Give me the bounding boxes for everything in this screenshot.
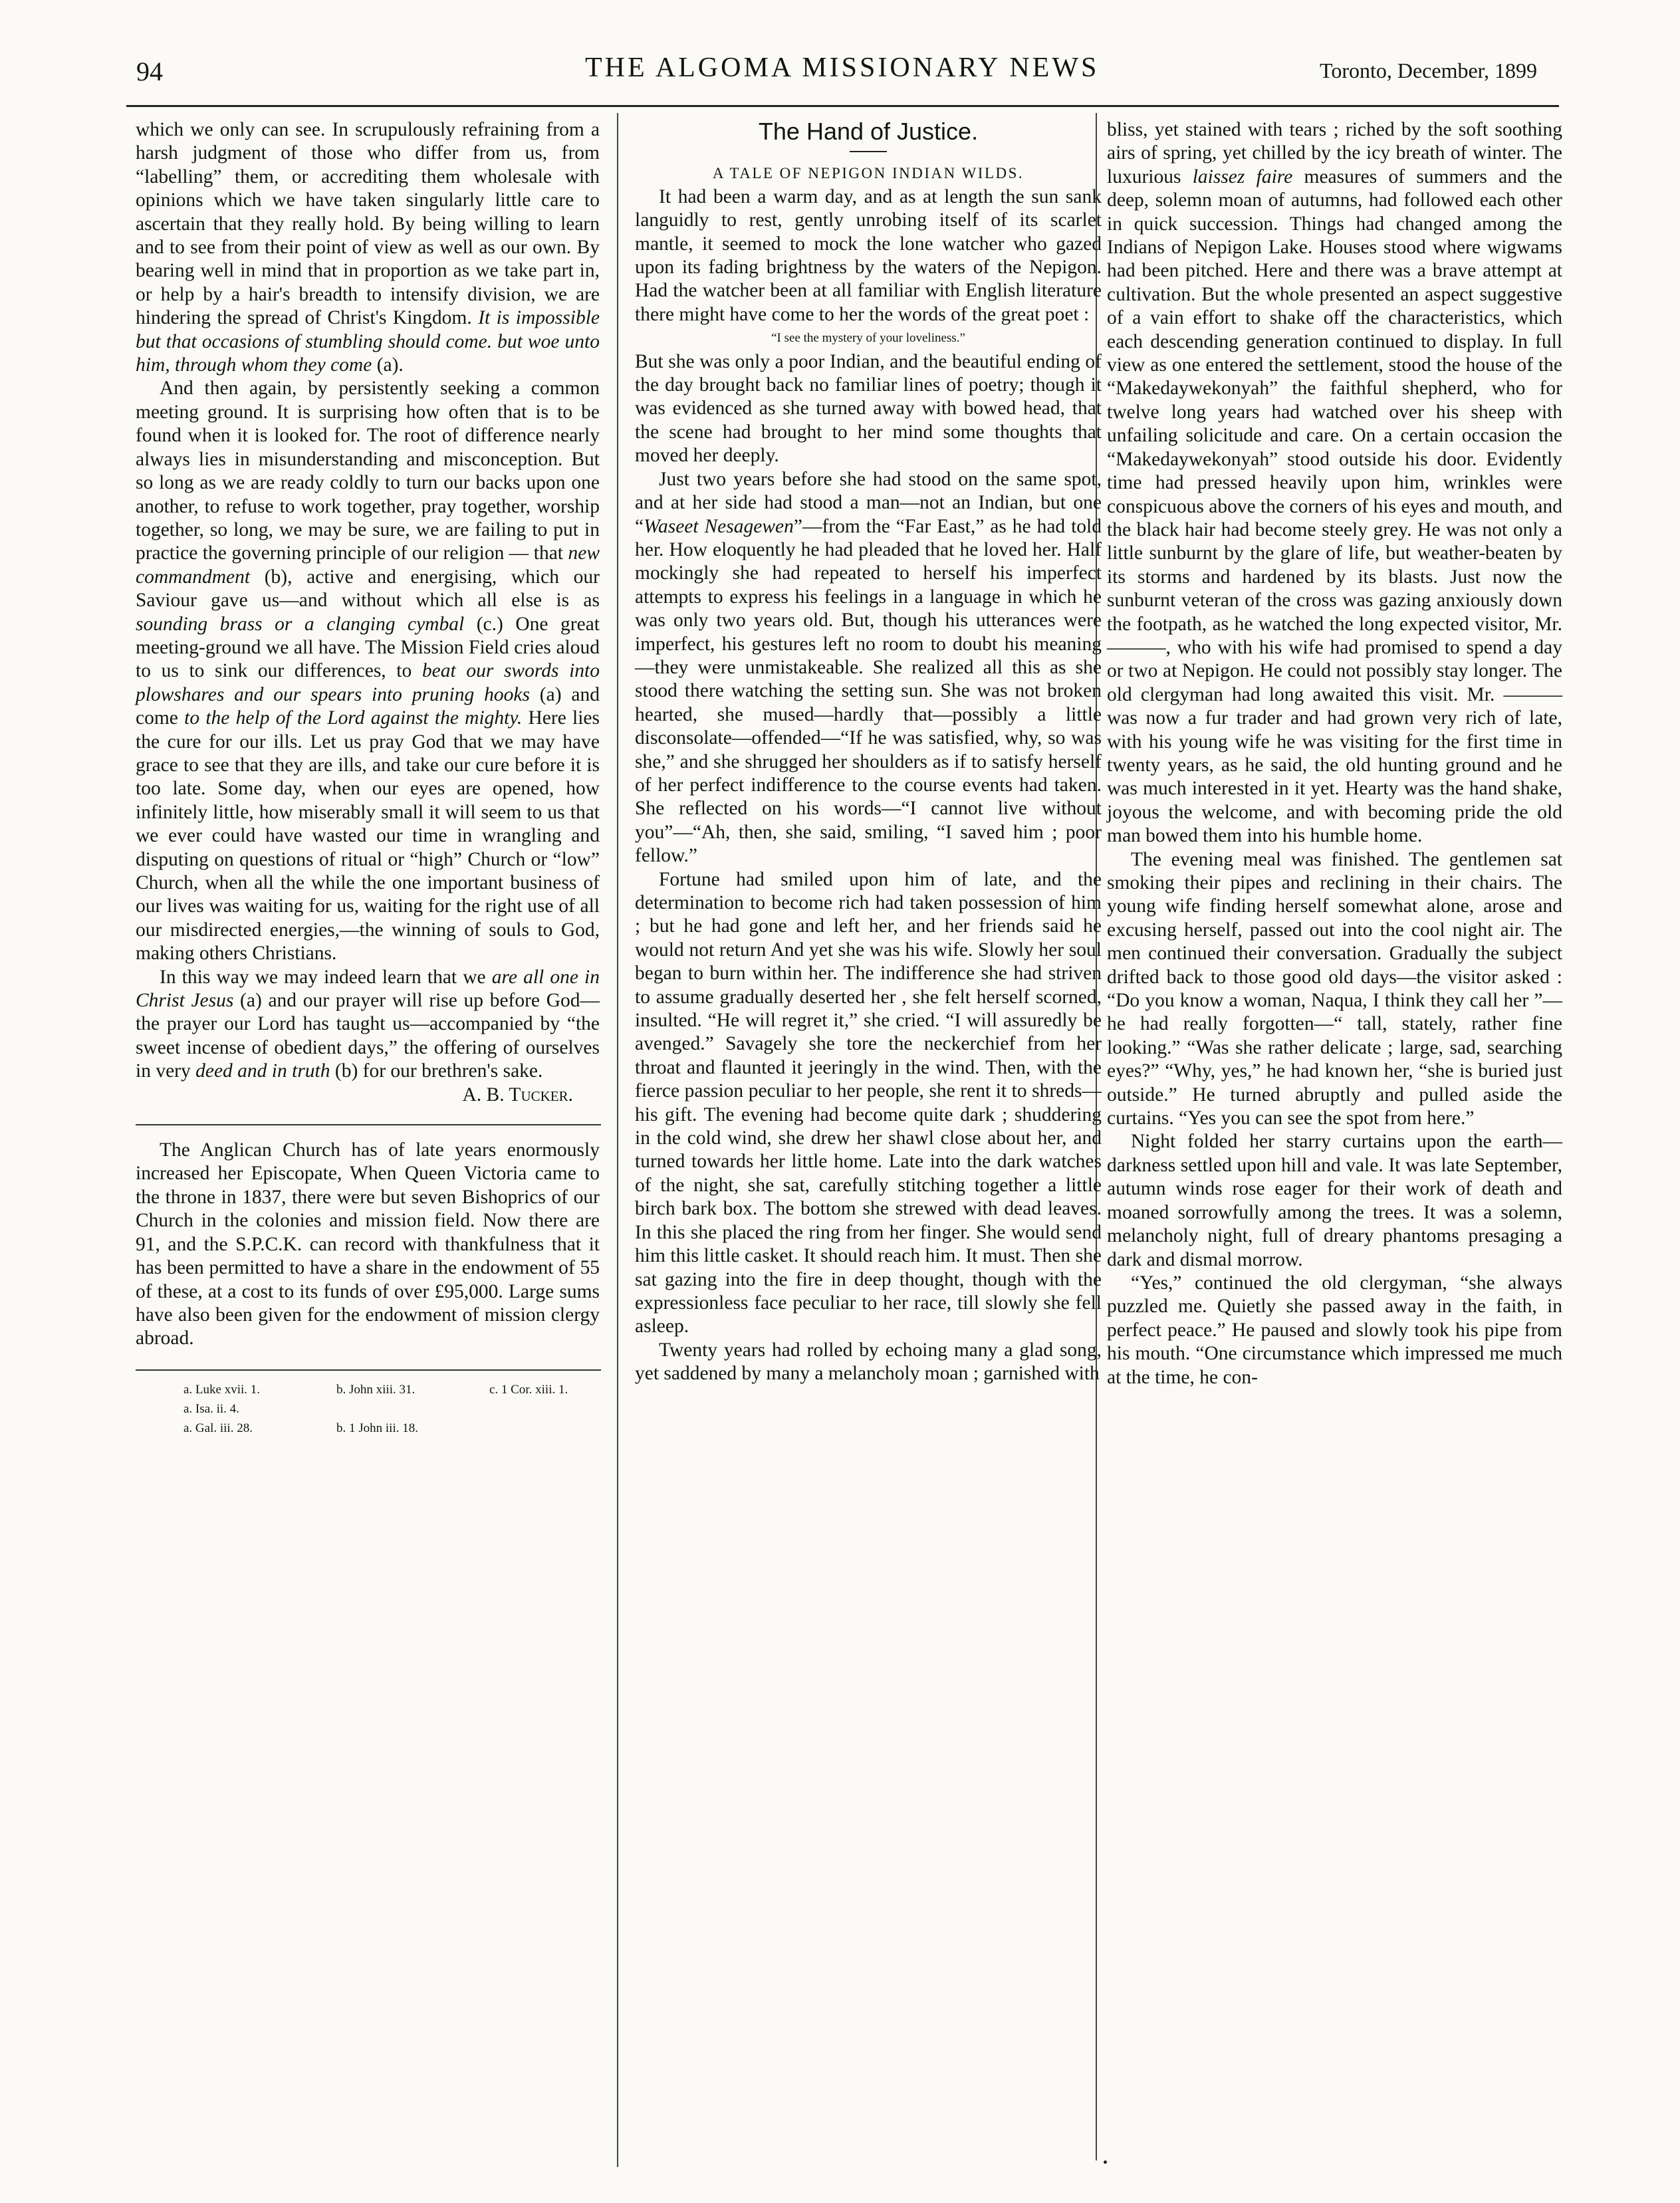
col3-paragraph-3: Night folded her starry curtains upon the earth—darkness settled upon hill and vale. It was late September, autumn winds rose eager for their work of death and moaned sorrowfully among the trees. It was a solemn, melancholy night, full of dreary phantoms presaging a dark and dismal morrow.: [1107, 1131, 1562, 1270]
footnotes: [136, 1380, 600, 1438]
column-2: [635, 118, 1102, 1386]
story-title: The Hand of Justice.: [758, 118, 979, 145]
header-rule: [126, 105, 1559, 107]
page-number: 94: [136, 57, 163, 86]
footnote-line: a. Gal. iii. 28. b. 1 John iii. 18.: [183, 1421, 418, 1435]
print-speck: [1104, 2160, 1107, 2164]
col2-paragraph-1: It had been a warm day, and as at length the sun sank languidly to rest, gently unrobing itself of its scarlet mantle, it seemed to mock the lone watcher who gazed upon its fading brightness by the waters of the Nepigon. Had the watcher been at all familiar with English literature there might have come to her the words of the great poet :: [635, 185, 1102, 325]
col2-paragraph-3: Just two years before she had stood on the same spot, and at her side had stood a man—not an Indian, but one “Waseet Nesagewen”—from the “Far East,” as he had told her. How eloquently he had pleaded that he loved her. Half mockingly she had repeated to herself his imperfect attempts to express his feelings in a language in which he was only two years old. But, though his utterances were imperfect, his gestures left no room to doubt his meaning—they were unmistakeable. She realized all this as she stood there watching the setting sun. She was not broken hearted, she mused—hardly that—possibly a little disconsolate—offended—“If he was satisfied, why, so was she,” and she shrugged her shoulders as if to satisfy herself of her perfect indifference to the course events had taken. She reflected on his words—“I cannot live without you”—“Ah, then, she said, smiling, “I saved him ; poor fellow.”: [635, 468, 1102, 867]
footnote-line: a. Isa. ii. 4.: [183, 1401, 239, 1416]
col1-paragraph-4: The Anglican Church has of late years enormously increased her Episcopate, When Queen Victoria came to the throne in 1837, there were but seven Bishoprics of our Church in the colonies and mission field. Now there are 91, and the S.P.C.K. can record with thankfulness that it has been permitted to have a share in the endowment of 55 of these, at a cost to its funds of over £95,000. Large sums have also been given for the endowment of mission clergy abroad.: [136, 1139, 600, 1349]
title-rule: [850, 151, 887, 152]
column-1: [136, 118, 600, 1438]
column-3: [1107, 118, 1562, 1389]
col3-paragraph-1: bliss, yet stained with tears ; riched by the soft soothing airs of spring, yet chilled by the icy breath of winter. The luxurious laissez faire measures of summers and the deep, solemn moan of autumns, had followed each other in quick succession. Things had changed among the Indians of Nepigon Lake. Houses stood where wigwams had been pitched. Here and there was a brave attempt at cultivation. But the whole presented an aspect suggestive of a vain effort to shake off the characteristics, which each descending generation continued to display. In full view as one entered the settlement, stood the house of the “Makedaywekonyah” the faithful shepherd, who for twelve long years had watched over his sheep with unfailing solicitude and care. On a certain occasion the “Makedaywekonyah” stood outside his door. Evidently time had pressed heavily upon him, wrinkles were conspicuous above the corners of his eyes and mouth, and the black hair had become steely grey. He was not only a little sunburnt by the glare of life, but weather-beaten by its storms and hardened by its blasts. Just now the sunburnt veteran of the cross was gazing anxiously down the footpath, as he watched the long expected visitor, Mr. ———, who with his wife had promised to spend a day or two at Nepigon. He could not possibly stay longer. The old clergyman had long awaited this visit. Mr. ——— was now a fur trader and had grown very rich of late, with his young wife he was visiting for the first time in twenty years, as he said, the old hunting ground and he was much interested in it yet. Hearty was the hand shake, joyous the welcome, and with becoming pride the old man bowed them into his humble home.: [1107, 119, 1562, 847]
column-divider-1: [617, 113, 618, 2167]
col3-paragraph-4: “Yes,” continued the old clergyman, “she always puzzled me. Quietly she passed away in the faith, in perfect peace.” He paused and slowly took his pipe from his mouth. “One circumstance which impressed me much at the time, he con-: [1107, 1272, 1562, 1388]
article-separator: [136, 1124, 601, 1125]
col1-paragraph-1: which we only can see. In scrupulously refraining from a harsh judgment of those who differ from us, from “labelling” them, or accrediting them wholesale with opinions which we have taken singularly little care to ascertain that they really hold. By being willing to learn and to see from their point of view as well as our own. By bearing well in mind that in proportion as we take part in, or help by a hair's breadth to intensify division, we are hindering the spread of Christ's Kingdom. It is impossible but that occasions of stumbling should come. but woe unto him, through whom they come (a).: [136, 119, 600, 376]
col1-paragraph-3: In this way we may indeed learn that we are all one in Christ Jesus (a) and our prayer will rise up before God—the prayer our Lord has taught us—accompanied by “the sweet incense of obedient days,” the offering of ourselves in very deed and in truth (b) for our brethren's sake.: [136, 966, 600, 1082]
col1-paragraph-2: And then again, by persistently seeking a common meeting ground. It is surprising how often that is to be found when it is looked for. The root of difference nearly always lies in misunderstanding and misconception. But so long as we are ready coldly to turn our backs upon one another, to refuse to work together, pray together, worship together, so long, we may be sure, we are failing to put in practice the governing principle of our religion — that new commandment (b), active and energising, which our Saviour gave us—and without which all else is as sounding brass or a clanging cymbal (c.) One great meeting-ground we all have. The Mission Field cries aloud to us to sink our differences, to beat our swords into plowshares and our spears into pruning hooks (a) and come to the help of the Lord against the mighty. Here lies the cure for our ills. Let us pray God that we may have grace to see that they are ills, and take our cure before it is too late. Some day, when our eyes are opened, how infinitely little, how miserably small it will seem to us that we ever could have wasted our time in wrangling and disputing on questions of ritual or “high” Church or “low” Church, when all the while the one important business of our lives was waiting for us, waiting for the right use of all our misdirected energies,—the winning of souls to God, making others Christians.: [136, 378, 600, 965]
col2-paragraph-2: But she was only a poor Indian, and the beautiful ending of the day brought back no familiar lines of poetry; though it was evidenced as she turned away with bowed head, that the scene had brought to her mind some thoughts that moved her deeply.: [635, 350, 1102, 467]
footnote-rule: [136, 1369, 601, 1371]
masthead: THE ALGOMA MISSIONARY NEWS: [585, 53, 1100, 83]
col2-paragraph-5: Twenty years had rolled by echoing many a glad song, yet saddened by many a melancholy moan ; garnished with: [635, 1339, 1102, 1385]
footnote-line: a. Luke xvii. 1. b. John xiii. 31. c. 1 Cor. xiii. 1.: [183, 1382, 568, 1397]
dateline: Toronto, December, 1899: [1320, 58, 1538, 82]
col2-paragraph-4: Fortune had smiled upon him of late, and the determination to become rich had taken possession of him ; but he had gone and left her, and her friends said he would not return And yet she was his wife. Slowly her soul began to burn within her. The indifference she had striven to assume gradually deserted her , she felt herself scorned, insulted. “He will regret it,” she cried. “I will assuredly be avenged.” Savagely she tore the neckerchief from her throat and flaunted it jeeringly in the wind. Then, with the fierce passion peculiar to her people, she rent it to shreds—his gift. The evening had become quite dark ; shuddering in the cold wind, she drew her shawl close about her, and turned towards her little home. Late into the dark watches of the night, she sat, carefully stitching together a little birch bark box. The bottom she strewed with dead leaves. In this she placed the ring from her finger. She would send him this little casket. It should reach him. It must. Then she sat gazing into the fire in deep thought, though with the expressionless face peculiar to her race, till slowly she fell asleep.: [635, 868, 1102, 1337]
col3-paragraph-2: The evening meal was finished. The gentlemen sat smoking their pipes and reclining in their chairs. The young wife finding herself somewhat alone, arose and excusing herself, passed out into the cool night air. The men continued their conversation. Gradually the subject drifted back to those good old days—the visitor asked : “Do you know a woman, Naqua, I think they call her ”—he had really forgotten—“ tall, stately, rather fine looking.” “Was she rather delicate ; large, sad, searching eyes?” “Why, yes,” he had known her, “she is buried just outside.” He turned abruptly and pulled aside the curtains. “Yes you can see the spot from here.”: [1107, 848, 1562, 1129]
story-subtitle: A TALE OF NEPIGON INDIAN WILDS.: [712, 165, 1024, 182]
author-signature: A. B. Tucker.: [462, 1084, 573, 1105]
poet-quote: “I see the mystery of your loveliness.”: [771, 331, 965, 346]
